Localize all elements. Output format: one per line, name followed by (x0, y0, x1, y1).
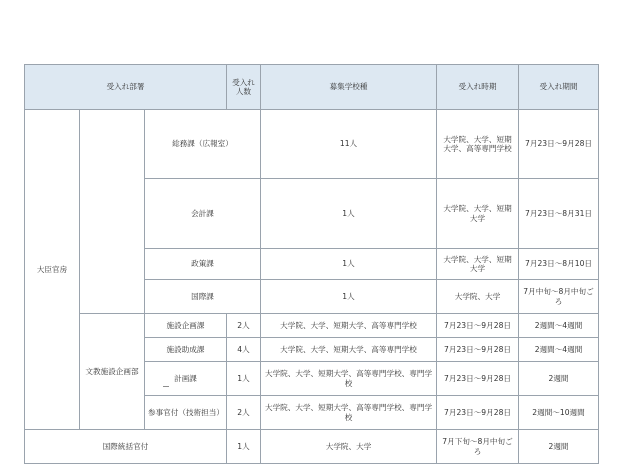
period-cell: 7月23日～8月10日 (519, 248, 599, 279)
dept-cell: 参事官付（技術担当） (145, 396, 227, 430)
dept-cell: 政策課 (145, 248, 261, 279)
count-cell: 1人 (261, 179, 437, 248)
header-row (25, 65, 599, 110)
dept-cell: 総務課（広報室） (145, 110, 261, 179)
group-cell-facilities-planning: 文教施設企画部 (80, 314, 145, 430)
schools-cell: 大学院、大学 (261, 430, 437, 464)
count-cell: 2人 (227, 314, 261, 338)
count-cell: 1人 (261, 248, 437, 279)
table-row (25, 430, 599, 464)
schools-cell: 大学院、大学、短期大学、高等専門学校 (261, 338, 437, 362)
header-schools: 募集学校種 (261, 65, 437, 110)
header-count: 受入れ人数 (227, 65, 261, 110)
group-cell-ministers-secretariat: 大臣官房 (25, 110, 80, 430)
duration-cell: 2週間～10週間 (519, 396, 599, 430)
dept-cell: 国際課 (145, 280, 261, 314)
schools-cell: 大学院、大学 (437, 280, 519, 314)
duration-cell: 2週間 (519, 362, 599, 396)
header-period: 受入れ時期 (437, 65, 519, 110)
table-row (25, 110, 599, 179)
schools-cell: 大学院、大学、短期大学、高等専門学校、専門学校 (261, 396, 437, 430)
period-cell: 7月23日～9月28日 (437, 362, 519, 396)
duration-cell: 2週間～4週間 (519, 314, 599, 338)
schools-cell: 大学院、大学、短期大学 (437, 179, 519, 248)
dept-cell: 施設企画課 (145, 314, 227, 338)
schools-cell: 大学院、大学、短期大学、高等専門学校、専門学校 (261, 362, 437, 396)
count-cell: 2人 (227, 396, 261, 430)
schools-cell: 大学院、大学、短期大学 (437, 248, 519, 279)
count-cell: 1人 (261, 280, 437, 314)
header-dept: 受入れ部署 (25, 65, 227, 110)
footnote-dash (163, 386, 169, 387)
spacer-cell (80, 110, 145, 314)
internship-table (24, 64, 599, 464)
schools-cell: 大学院、大学、短期大学、高等専門学校 (261, 314, 437, 338)
dept-cell: 会計課 (145, 179, 261, 248)
count-cell: 1人 (227, 362, 261, 396)
dept-cell: 国際統括官付 (25, 430, 227, 464)
schools-cell: 大学院、大学、短期大学、高等専門学校 (437, 110, 519, 179)
period-cell: 7月下旬～8月中旬ごろ (437, 430, 519, 464)
header-duration: 受入れ期間 (519, 65, 599, 110)
period-cell: 7月23日～9月28日 (437, 396, 519, 430)
count-cell: 11人 (261, 110, 437, 179)
period-cell: 7月23日～9月28日 (519, 110, 599, 179)
period-cell: 7月23日～9月28日 (437, 314, 519, 338)
dept-cell: 計画課 (145, 362, 227, 396)
count-cell: 4人 (227, 338, 261, 362)
period-cell: 7月23日～9月28日 (437, 338, 519, 362)
period-cell: 7月23日～8月31日 (519, 179, 599, 248)
duration-cell: 2週間 (519, 430, 599, 464)
period-cell: 7月中旬～8月中旬ごろ (519, 280, 599, 314)
count-cell: 1人 (227, 430, 261, 464)
duration-cell: 2週間～4週間 (519, 338, 599, 362)
table-row (25, 314, 599, 338)
dept-cell: 施設助成課 (145, 338, 227, 362)
